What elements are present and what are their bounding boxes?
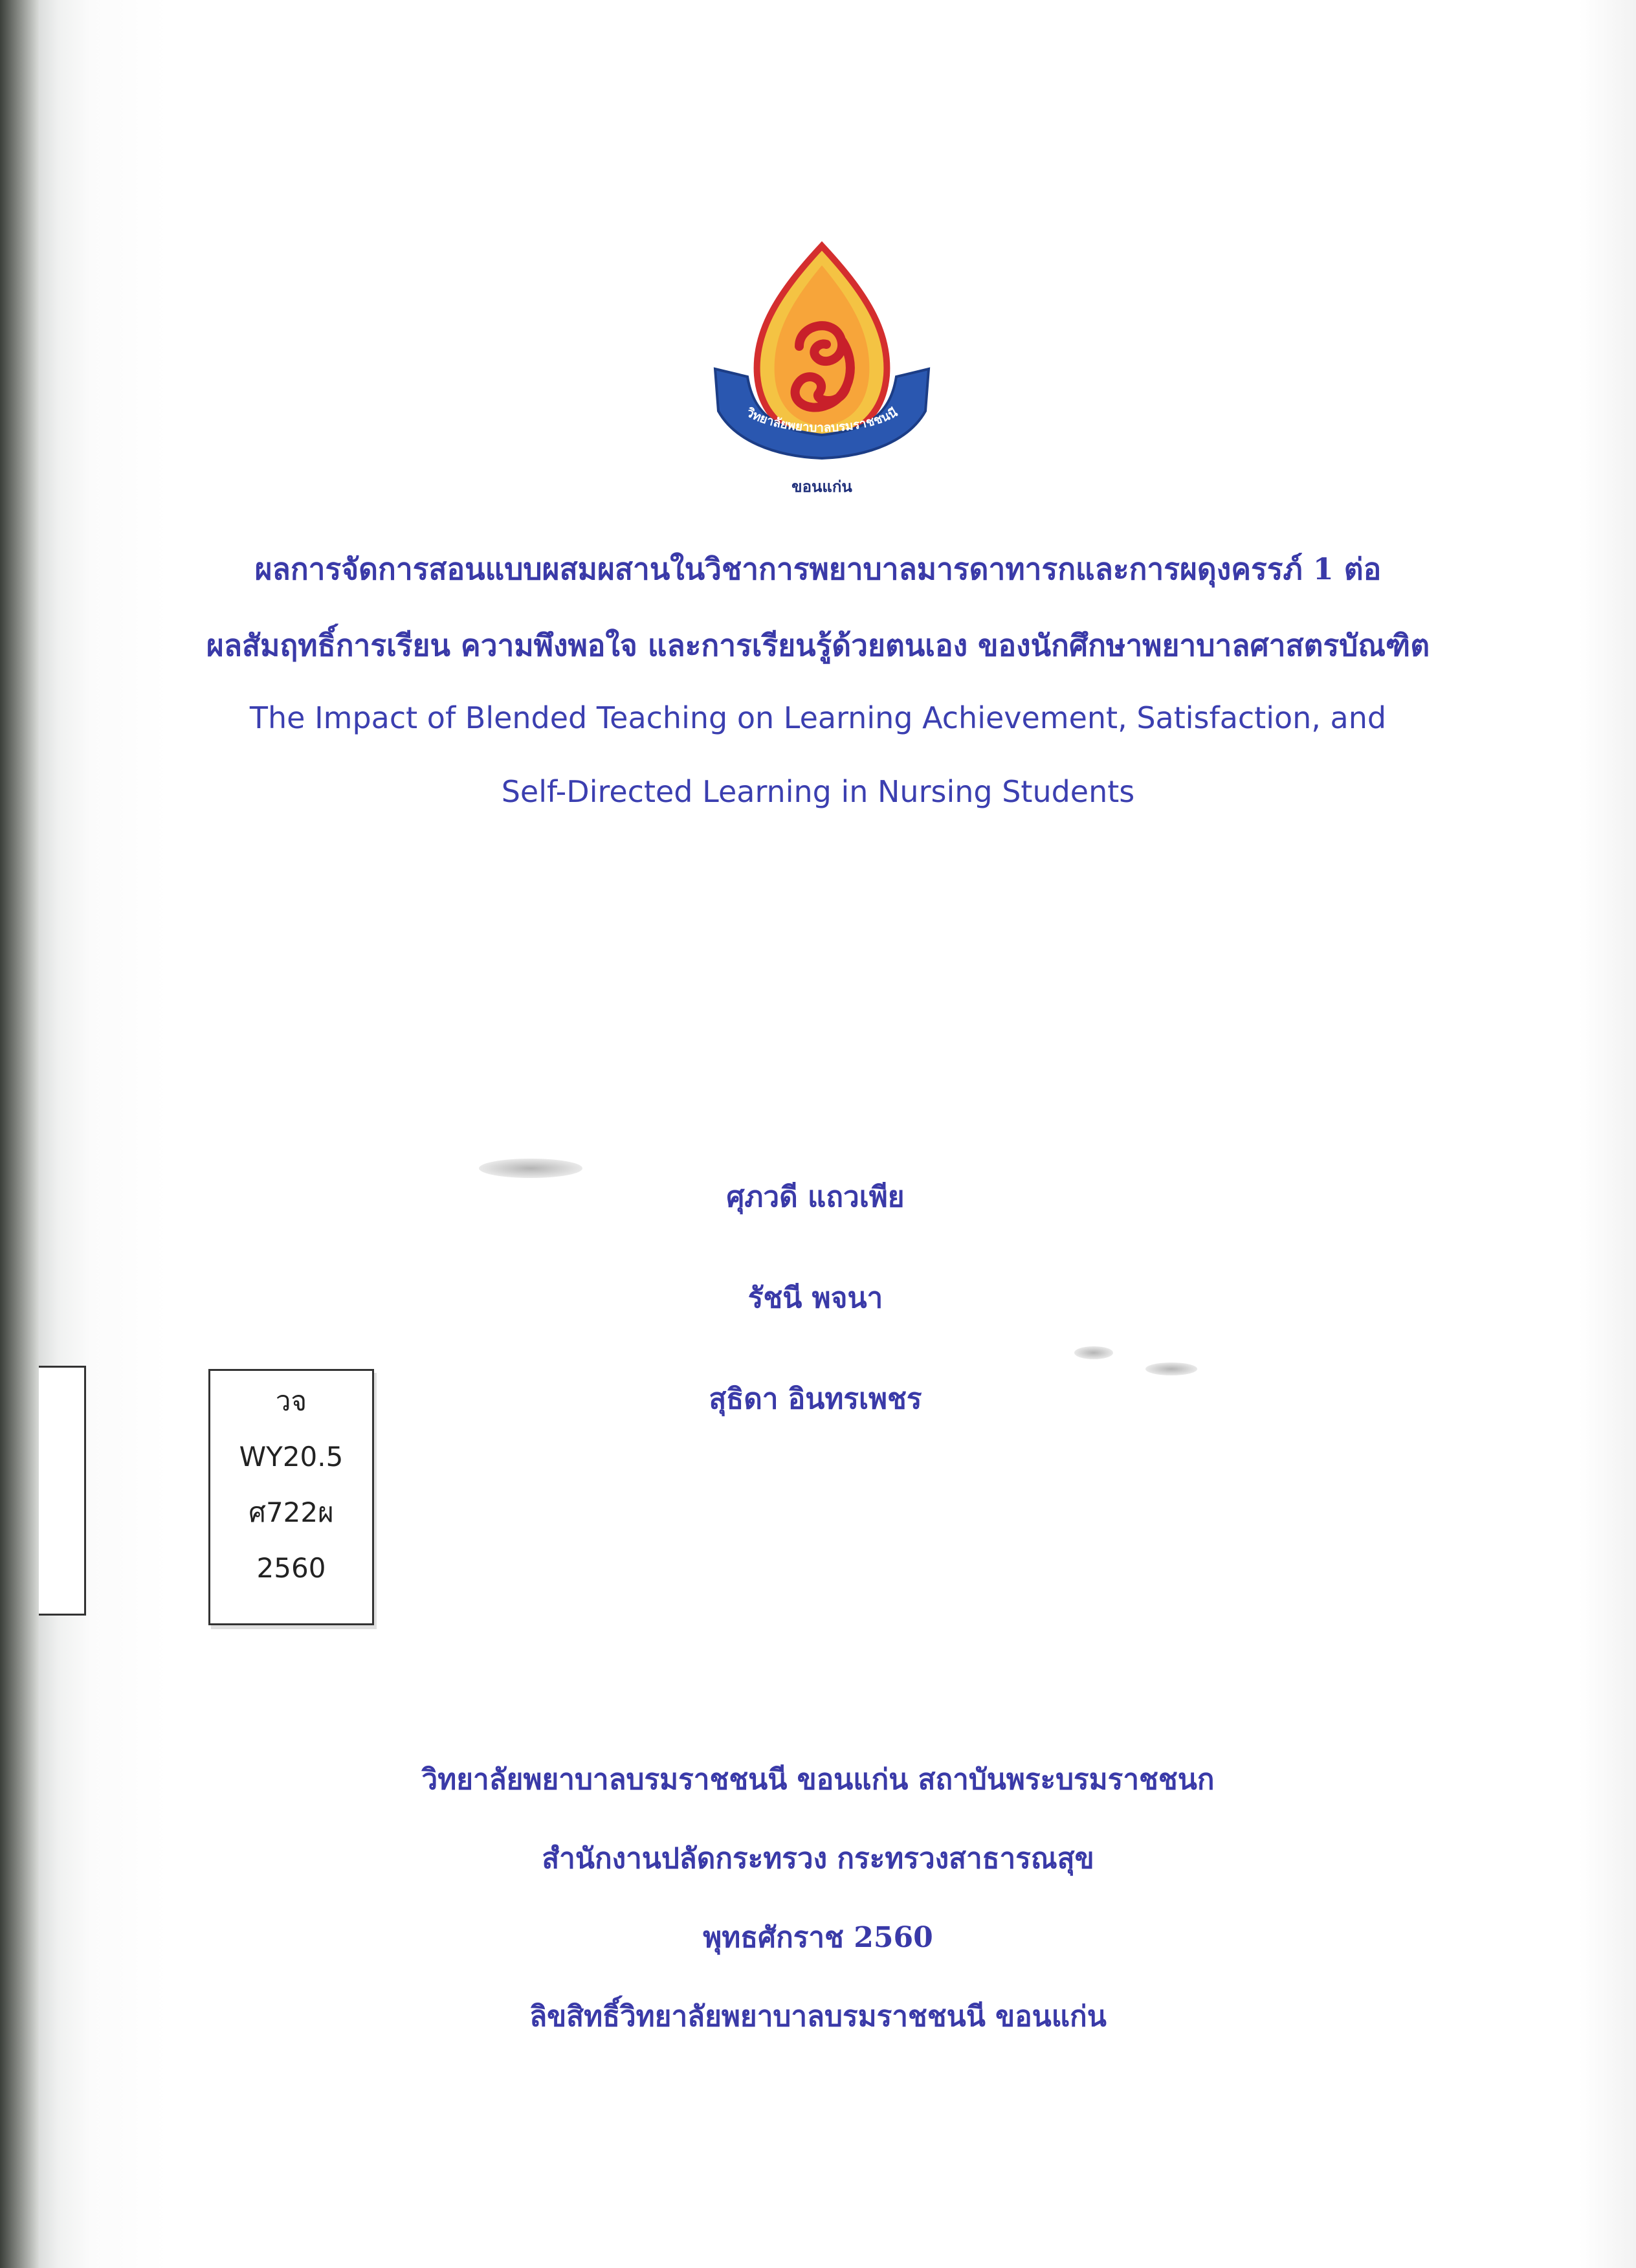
institution-line-2: สำนักงานปลัดกระทรวง กระทรวงสาธารณสุข (542, 1842, 1094, 1875)
spine-label-edge (39, 1366, 86, 1616)
thai-title (116, 531, 1520, 684)
call-number-line-3: ศ722ผ (249, 1496, 334, 1528)
thai-title-line-2: ผลสัมฤทธิ์การเรียน ความพึงพอใจ และการเรียนรู้ด้วยตนเอง ของนักศึกษาพยาบาลศาสตรบัณฑิต (206, 628, 1430, 663)
author-3: สุธิดา อินทรเพชร (709, 1383, 922, 1416)
logo-caption: ขอนแก่น (791, 478, 852, 496)
call-number-line-4: 2560 (256, 1552, 326, 1584)
call-number-line-2: WY20.5 (239, 1441, 344, 1473)
institution-year: พุทธศักราช 2560 (703, 1921, 933, 1954)
english-title-line-2: Self-Directed Learning in Nursing Students (501, 774, 1135, 809)
authors (518, 1165, 1113, 1468)
english-title (116, 681, 1520, 828)
call-number-line-1: วจ (275, 1385, 307, 1417)
scan-smudge (1145, 1362, 1197, 1375)
scan-smudge (1074, 1346, 1113, 1359)
author-1: ศุภวดี แถวเพีย (726, 1181, 905, 1214)
institution-block (259, 1748, 1377, 2063)
binding-spine (0, 0, 39, 2268)
thai-title-line-1: ผลการจัดการสอนแบบผสมผสานในวิชาการพยาบาลมารดาทารกและการผดุงครรภ์ 1 ต่อ (254, 551, 1382, 586)
copyright-line: ลิขสิทธิ์วิทยาลัยพยาบาลบรมราชชนนี ขอนแก่น (529, 2000, 1107, 2033)
scan-smudge (479, 1159, 582, 1178)
logo-ribbon-text: วิทยาลัยพยาบาลบรมราชชนนี (744, 405, 900, 436)
author-2: รัชนี พจนา (747, 1282, 883, 1315)
spine-shadow (39, 0, 58, 2268)
college-logo (702, 233, 942, 505)
english-title-line-1: The Impact of Blended Teaching on Learning Achievement, Satisfaction, and (249, 700, 1387, 735)
institution-line-1: วิทยาลัยพยาบาลบรมราชชนนี ขอนแก่น สถาบันพระบรมราชชนก (421, 1763, 1215, 1796)
library-call-number-label (208, 1369, 374, 1625)
